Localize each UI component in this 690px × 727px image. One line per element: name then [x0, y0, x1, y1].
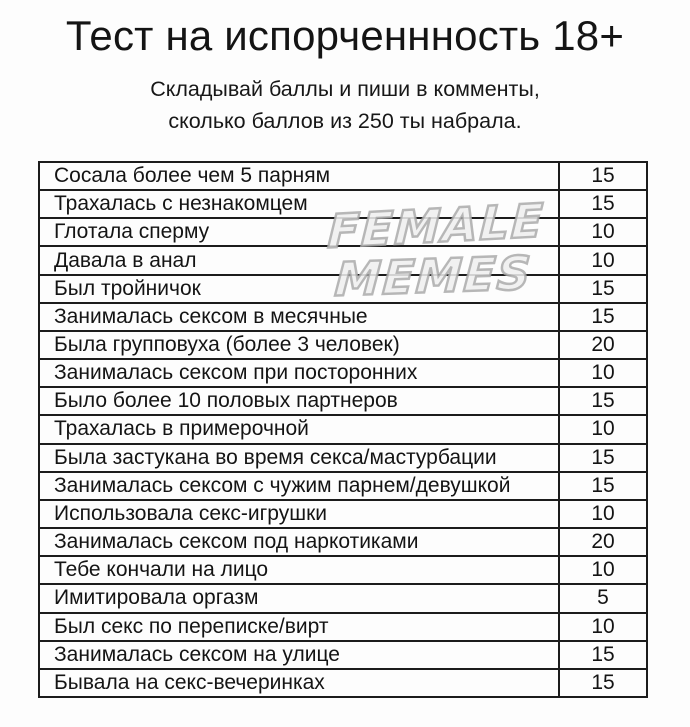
- item-cell: Была групповуха (более 3 человек): [39, 331, 559, 359]
- item-cell: Был тройничок: [39, 275, 559, 303]
- score-cell: 10: [559, 500, 647, 528]
- score-cell: 15: [559, 387, 647, 415]
- table-row: [39, 669, 647, 697]
- table-row: [39, 246, 647, 274]
- item-cell: Давала в анал: [39, 246, 559, 274]
- item-cell: Занималась сексом при посторонних: [39, 359, 559, 387]
- item-cell: Имитировала оргазм: [39, 584, 559, 612]
- subtitle-line-2: сколько баллов из 250 ты набрала.: [168, 109, 522, 133]
- score-cell: 15: [559, 190, 647, 218]
- item-cell: Бывала на секс-вечеринках: [39, 669, 559, 697]
- score-cell: 20: [559, 528, 647, 556]
- watermark-line-1: FEMALE: [326, 193, 547, 259]
- item-cell: Трахалась с незнакомцем: [39, 190, 559, 218]
- item-cell: Сосала более чем 5 парням: [39, 162, 559, 190]
- score-cell: 10: [559, 613, 647, 641]
- score-cell: 10: [559, 359, 647, 387]
- score-cell: 10: [559, 218, 647, 246]
- table-row: [39, 303, 647, 331]
- score-cell: 15: [559, 472, 647, 500]
- item-cell: Тебе кончали на лицо: [39, 556, 559, 584]
- item-cell: Трахалась в примерочной: [39, 415, 559, 443]
- table-row: [39, 556, 647, 584]
- score-table-body: [39, 162, 647, 697]
- item-cell: Была застукана во время секса/мастурбации: [39, 444, 559, 472]
- table-row: [39, 641, 647, 669]
- subtitle-line-1: Складывай баллы и пиши в комменты,: [150, 77, 540, 101]
- score-table: [38, 161, 648, 698]
- item-cell: Использовала секс-игрушки: [39, 500, 559, 528]
- subtitle: [0, 73, 690, 137]
- score-cell: 10: [559, 415, 647, 443]
- watermark-line-2: MEMES: [333, 245, 535, 307]
- table-row: [39, 444, 647, 472]
- score-cell: 15: [559, 669, 647, 697]
- table-row: [39, 415, 647, 443]
- score-cell: 20: [559, 331, 647, 359]
- table-row: [39, 472, 647, 500]
- score-cell: 10: [559, 556, 647, 584]
- table-row: [39, 162, 647, 190]
- score-cell: 5: [559, 584, 647, 612]
- table-row: [39, 218, 647, 246]
- item-cell: Было более 10 половых партнеров: [39, 387, 559, 415]
- table-row: [39, 359, 647, 387]
- table-row: [39, 584, 647, 612]
- item-cell: Глотала сперму: [39, 218, 559, 246]
- item-cell: Занималась сексом с чужим парнем/девушкой: [39, 472, 559, 500]
- page-title: Тест на испорченнность 18+: [65, 12, 625, 59]
- score-cell: 15: [559, 275, 647, 303]
- table-row: [39, 190, 647, 218]
- table-row: [39, 387, 647, 415]
- item-cell: Занималась сексом на улице: [39, 641, 559, 669]
- item-cell: Занималась сексом в месячные: [39, 303, 559, 331]
- item-cell: Занималась сексом под наркотиками: [39, 528, 559, 556]
- table-row: [39, 500, 647, 528]
- score-cell: 15: [559, 641, 647, 669]
- table-row: [39, 613, 647, 641]
- score-cell: 15: [559, 444, 647, 472]
- table-row: [39, 528, 647, 556]
- score-cell: 10: [559, 246, 647, 274]
- score-table-container: [38, 161, 648, 698]
- table-row: [39, 275, 647, 303]
- item-cell: Был секс по переписке/вирт: [39, 613, 559, 641]
- table-row: [39, 331, 647, 359]
- score-cell: 15: [559, 162, 647, 190]
- score-cell: 15: [559, 303, 647, 331]
